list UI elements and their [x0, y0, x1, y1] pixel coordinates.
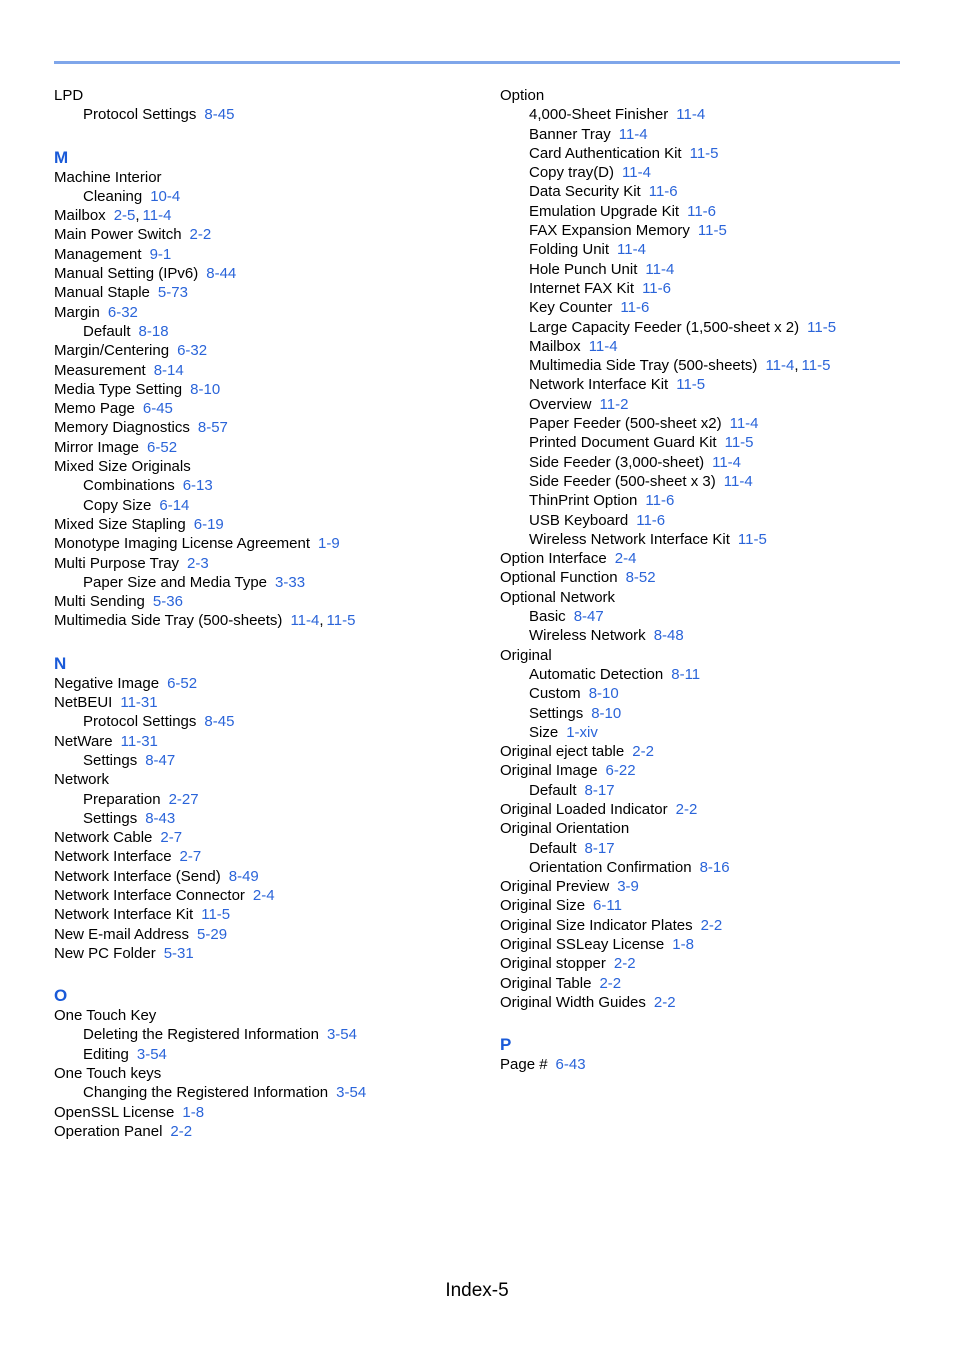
- index-entry: [54, 611, 474, 630]
- index-subentry: [500, 356, 900, 375]
- index-subentry: [54, 1083, 474, 1102]
- index-entry: [54, 206, 474, 225]
- index-entry: [54, 303, 474, 322]
- page-reference-link[interactable]: 2-4: [614, 550, 637, 568]
- page-reference-link[interactable]: 2-27: [168, 790, 199, 808]
- entry-label: Machine Interior: [54, 168, 162, 186]
- entry-label: Manual Setting (IPv6): [54, 265, 199, 283]
- page-number: Index-5: [445, 1280, 509, 1301]
- entry-label: NetWare: [54, 732, 113, 750]
- entry-label: New E-mail Address: [54, 925, 190, 943]
- section-letter-n: N: [54, 653, 67, 673]
- entry-label: Manual Staple: [54, 284, 150, 302]
- index-entry: [500, 86, 900, 105]
- page-reference-link[interactable]: 11-6: [636, 511, 666, 529]
- ref-separator: ,: [794, 357, 799, 375]
- entry-label: Network Cable: [54, 829, 153, 847]
- page-reference-link[interactable]: 2-2: [170, 1122, 193, 1140]
- entry-label: Side Feeder (3,000-sheet): [529, 453, 705, 471]
- index-entry: [54, 886, 474, 905]
- index-entry: [54, 592, 474, 611]
- entry-label: Margin/Centering: [54, 342, 170, 360]
- section-letter-m: M: [54, 147, 69, 167]
- ref-separator: ,: [135, 207, 140, 225]
- page-reference-link[interactable]: 8-57: [197, 419, 228, 437]
- page-reference-link[interactable]: 5-73: [157, 284, 188, 302]
- page-reference-link[interactable]: 8-14: [153, 361, 184, 379]
- entry-label: New PC Folder: [54, 944, 156, 962]
- entry-label: Settings: [529, 704, 584, 722]
- index-subentry: [500, 511, 900, 530]
- entry-label: Hole Punch Unit: [529, 260, 638, 278]
- index-subentry: [500, 298, 900, 317]
- entry-label: Paper Size and Media Type: [83, 573, 268, 591]
- page-reference-link[interactable]: 3-54: [136, 1045, 167, 1063]
- entry-label: Option Interface: [500, 550, 607, 568]
- index-entry: [54, 534, 474, 553]
- index-subentry: [54, 712, 474, 731]
- index-subentry: [54, 496, 474, 515]
- page-reference-link[interactable]: 11-4: [290, 612, 320, 630]
- page-reference-link[interactable]: 9-1: [149, 245, 172, 263]
- index-subentry: [500, 240, 900, 259]
- page-reference-link[interactable]: 1-8: [672, 936, 694, 954]
- page-reference-link[interactable]: 8-10: [588, 685, 619, 703]
- index-entry: [54, 944, 474, 963]
- index-entry: [54, 283, 474, 302]
- index-subentry: [500, 684, 900, 703]
- page-reference-link[interactable]: 11-4: [142, 207, 172, 225]
- page-reference-link[interactable]: 11-4: [617, 241, 646, 259]
- index-subentry: [54, 790, 474, 809]
- index-subentry: [500, 781, 900, 800]
- page-reference-link[interactable]: 3-9: [617, 878, 639, 896]
- entry-label: Copy Size: [83, 496, 152, 514]
- entry-label: Copy tray(D): [529, 164, 615, 182]
- index-entry: [500, 1055, 900, 1074]
- entry-label: Size: [529, 723, 559, 741]
- entry-label: Key Counter: [529, 299, 613, 317]
- entry-label: Original Loaded Indicator: [500, 800, 668, 818]
- entry-label: Multi Sending: [54, 593, 145, 611]
- index-subentry: [500, 105, 900, 124]
- page-reference-link[interactable]: 11-4: [588, 337, 618, 355]
- entry-label: Emulation Upgrade Kit: [529, 202, 680, 220]
- page-reference-link[interactable]: 8-47: [573, 608, 604, 626]
- page-reference-link[interactable]: 11-5: [689, 144, 719, 162]
- index-subentry: [54, 322, 474, 341]
- entry-label: Wireless Network: [529, 627, 646, 645]
- page-reference-link[interactable]: 11-2: [599, 395, 629, 413]
- page-reference-link[interactable]: 1-8: [182, 1103, 205, 1121]
- entry-label: Media Type Setting: [54, 380, 183, 398]
- entry-label: Measurement: [54, 361, 146, 379]
- page-reference-link[interactable]: 11-4: [765, 357, 795, 375]
- page-reference-link[interactable]: 8-44: [206, 265, 237, 283]
- index-entry: [500, 588, 900, 607]
- index-column-right: [500, 86, 900, 1075]
- page-reference-link[interactable]: 2-2: [700, 916, 723, 934]
- index-subentry: [500, 395, 900, 414]
- index-entry: [54, 925, 474, 944]
- entry-label: Network Interface (Send): [54, 867, 221, 885]
- page-reference-link[interactable]: 8-48: [653, 627, 684, 645]
- index-entry: [54, 554, 474, 573]
- index-subentry: [500, 607, 900, 626]
- index-entry: [54, 1103, 474, 1122]
- entry-label: Banner Tray: [529, 125, 611, 143]
- entry-label: Printed Document Guard Kit: [529, 434, 717, 452]
- page-reference-link[interactable]: 6-11: [593, 897, 622, 915]
- entry-label: Settings: [83, 751, 138, 769]
- entry-label: Network Interface: [54, 848, 172, 866]
- entry-label: Optional Network: [500, 588, 616, 606]
- entry-label: ThinPrint Option: [529, 492, 638, 510]
- index-entry: [54, 905, 474, 924]
- entry-label: Monotype Imaging License Agreement: [54, 535, 310, 553]
- entry-label: Automatic Detection: [529, 665, 664, 683]
- entry-label: Mailbox: [54, 207, 106, 225]
- entry-label: Large Capacity Feeder (1,500-sheet x 2): [529, 318, 800, 336]
- entry-label: Overview: [529, 395, 592, 413]
- entry-label: Multimedia Side Tray (500-sheets): [529, 357, 758, 375]
- page-reference-link[interactable]: 11-6: [620, 299, 650, 317]
- entry-label: Basic: [529, 608, 566, 626]
- page-reference-link[interactable]: 11-5: [737, 530, 767, 548]
- index-entry: [54, 867, 474, 886]
- page-reference-link[interactable]: 6-19: [193, 515, 224, 533]
- entry-label: Memo Page: [54, 400, 135, 418]
- index-entry: [500, 819, 900, 838]
- entry-label: Mixed Size Stapling: [54, 515, 186, 533]
- index-entry: [54, 245, 474, 264]
- entry-label: Memory Diagnostics: [54, 419, 190, 437]
- page-reference-link[interactable]: 6-45: [142, 400, 173, 418]
- entry-label: Wireless Network Interface Kit: [529, 530, 730, 548]
- page-reference-link[interactable]: 11-4: [622, 164, 651, 182]
- page-reference-link[interactable]: 11-5: [724, 434, 754, 452]
- page-reference-link[interactable]: 11-4: [729, 415, 759, 433]
- entry-label: Side Feeder (500-sheet x 3): [529, 472, 716, 490]
- entry-label: Original Size Indicator Plates: [500, 916, 693, 934]
- index-entry: [54, 1064, 474, 1083]
- page-reference-link[interactable]: 11-31: [120, 694, 158, 712]
- page-reference-link[interactable]: 11-5: [676, 376, 706, 394]
- entry-label: Editing: [83, 1045, 129, 1063]
- index-entry: [500, 993, 900, 1012]
- entry-label: FAX Expansion Memory: [529, 222, 690, 240]
- page-reference-link[interactable]: 2-2: [613, 955, 636, 973]
- entry-label: Main Power Switch: [54, 226, 182, 244]
- entry-label: USB Keyboard: [529, 511, 629, 529]
- entry-label: Default: [529, 839, 577, 857]
- index-subentry: [500, 665, 900, 684]
- page-reference-link[interactable]: 8-47: [145, 751, 176, 769]
- page-reference-link[interactable]: 11-5: [326, 612, 356, 630]
- entry-label: Custom: [529, 685, 581, 703]
- index-subentry: [500, 144, 900, 163]
- index-subentry: [500, 125, 900, 144]
- index-entry: [500, 646, 900, 665]
- entry-label: Multi Purpose Tray: [54, 554, 180, 572]
- section-letter-o: O: [54, 986, 68, 1006]
- page-reference-link[interactable]: 2-7: [160, 829, 183, 847]
- entry-label: Cleaning: [83, 187, 143, 205]
- index-entry: [54, 515, 474, 534]
- index-entry: [54, 341, 474, 360]
- index-subentry: [54, 476, 474, 495]
- index-entry: [500, 549, 900, 568]
- index-subentry: [500, 375, 900, 394]
- entry-label: Protocol Settings: [83, 713, 197, 731]
- page-reference-link[interactable]: 8-52: [625, 569, 656, 587]
- entry-label: Deleting the Registered Information: [83, 1026, 319, 1044]
- index-entry: [54, 361, 474, 380]
- entry-label: Card Authentication Kit: [529, 144, 682, 162]
- index-subentry: [500, 202, 900, 221]
- entry-label: Original Orientation: [500, 820, 630, 838]
- index-subentry: [500, 260, 900, 279]
- page-reference-link[interactable]: 11-6: [642, 279, 671, 297]
- index-subentry: [54, 105, 474, 124]
- page-reference-link[interactable]: 8-49: [228, 867, 259, 885]
- index-entry: [54, 674, 474, 693]
- entry-label: Orientation Confirmation: [529, 858, 692, 876]
- page-reference-link[interactable]: 8-45: [204, 713, 235, 731]
- page-reference-link[interactable]: 5-29: [197, 925, 228, 943]
- index-subentry: [500, 221, 900, 240]
- index-entry: [500, 568, 900, 587]
- page-reference-link[interactable]: 11-5: [201, 906, 231, 924]
- index-entry: [54, 732, 474, 751]
- entry-label: Default: [83, 322, 131, 340]
- index-entry: [500, 761, 900, 780]
- entry-label: Original: [500, 646, 552, 664]
- page-reference-link[interactable]: 8-10: [190, 380, 221, 398]
- index-subentry: [500, 182, 900, 201]
- entry-label: Management: [54, 245, 142, 263]
- header-rule: [54, 61, 900, 64]
- entry-label: Negative Image: [54, 674, 160, 692]
- entry-label: Original SSLeay License: [500, 936, 665, 954]
- entry-label: Original Preview: [500, 878, 610, 896]
- index-entry: [54, 457, 474, 476]
- index-subentry: [54, 1045, 474, 1064]
- page-reference-link[interactable]: 2-4: [252, 886, 275, 904]
- index-entry: [500, 800, 900, 819]
- page-reference-link[interactable]: 11-5: [697, 222, 727, 240]
- index-subentry: [54, 1025, 474, 1044]
- index-entry: [54, 168, 474, 187]
- page-reference-link[interactable]: 11-5: [801, 357, 831, 375]
- page-reference-link[interactable]: 6-13: [182, 477, 213, 495]
- page-reference-link[interactable]: 2-2: [653, 993, 676, 1011]
- index-subentry: [500, 839, 900, 858]
- page-reference-link[interactable]: 11-4: [618, 125, 648, 143]
- page-reference-link[interactable]: 6-52: [167, 674, 198, 692]
- index-subentry: [500, 858, 900, 877]
- index-entry: [500, 954, 900, 973]
- entry-label: Preparation: [83, 790, 161, 808]
- entry-label: Network: [54, 771, 110, 789]
- page-reference-link[interactable]: 8-16: [699, 858, 730, 876]
- index-entry: [54, 86, 474, 105]
- index-subentry: [500, 279, 900, 298]
- page-reference-link[interactable]: 11-4: [676, 106, 706, 124]
- page-reference-link[interactable]: 10-4: [150, 187, 181, 205]
- entry-label: Option: [500, 87, 545, 104]
- page-reference-link[interactable]: 5-31: [163, 944, 194, 962]
- page-reference-link[interactable]: 11-6: [645, 492, 675, 510]
- page-reference-link[interactable]: 8-45: [204, 106, 235, 124]
- entry-label: LPD: [54, 87, 84, 104]
- index-subentry: [500, 491, 900, 510]
- entry-label: Original stopper: [500, 955, 606, 973]
- page-reference-link[interactable]: 3-33: [275, 573, 306, 591]
- page-reference-link[interactable]: 11-31: [120, 732, 158, 750]
- page-reference-link[interactable]: 6-14: [159, 496, 190, 514]
- index-entry: [54, 264, 474, 283]
- entry-label: Network Interface Kit: [529, 376, 669, 394]
- index-entry: [500, 935, 900, 954]
- index-entry: [54, 225, 474, 244]
- index-subentry: [500, 337, 900, 356]
- page-reference-link[interactable]: 6-22: [605, 762, 636, 780]
- page-reference-link[interactable]: 8-17: [584, 839, 615, 857]
- page-reference-link[interactable]: 8-11: [671, 665, 701, 683]
- entry-label: Original Table: [500, 974, 592, 992]
- index-entry: [54, 828, 474, 847]
- entry-label: Multimedia Side Tray (500-sheets): [54, 612, 283, 630]
- entry-label: One Touch Key: [54, 1007, 157, 1025]
- page-reference-link[interactable]: 11-4: [723, 472, 753, 490]
- entry-label: Page #: [500, 1056, 548, 1074]
- index-entry: [54, 418, 474, 437]
- page-reference-link[interactable]: 2-2: [675, 800, 698, 818]
- page-reference-link[interactable]: 2-2: [632, 743, 654, 761]
- index-subentry: [54, 809, 474, 828]
- entry-label: Settings: [83, 809, 138, 827]
- index-subentry: [54, 573, 474, 592]
- page-reference-link[interactable]: 2-2: [189, 226, 212, 244]
- entry-label: Margin: [54, 303, 100, 321]
- index-subentry: [500, 433, 900, 452]
- page-reference-link[interactable]: 2-5: [113, 207, 136, 225]
- page-reference-link[interactable]: 8-17: [584, 781, 615, 799]
- index-subentry: [500, 723, 900, 742]
- entry-label: Mirror Image: [54, 438, 140, 456]
- section-letter-p: P: [500, 1035, 512, 1055]
- entry-label: One Touch keys: [54, 1065, 162, 1083]
- entry-label: Network Interface Kit: [54, 906, 194, 924]
- entry-label: Internet FAX Kit: [529, 279, 635, 297]
- entry-label: Optional Function: [500, 569, 618, 587]
- page-reference-link[interactable]: 11-4: [645, 260, 675, 278]
- entry-label: Network Interface Connector: [54, 886, 245, 904]
- entry-label: Original Image: [500, 762, 598, 780]
- index-subentry: [500, 163, 900, 182]
- index-entry: [500, 896, 900, 915]
- entry-label: Mixed Size Originals: [54, 458, 191, 476]
- index-subentry: [500, 530, 900, 549]
- index-subentry: [500, 453, 900, 472]
- entry-label: OpenSSL License: [54, 1103, 175, 1121]
- index-subentry: [54, 751, 474, 770]
- page-reference-link[interactable]: 8-18: [138, 322, 169, 340]
- index-entry: [54, 1122, 474, 1141]
- page-reference-link[interactable]: 2-2: [599, 974, 622, 992]
- page-reference-link[interactable]: 5-36: [152, 593, 183, 611]
- page-reference-link[interactable]: 1-9: [318, 535, 340, 553]
- page-reference-link[interactable]: 6-52: [147, 438, 178, 456]
- page-reference-link[interactable]: 2-7: [179, 848, 202, 866]
- entry-label: Changing the Registered Information: [83, 1084, 329, 1102]
- entry-label: Protocol Settings: [83, 106, 197, 124]
- index-entry: [500, 916, 900, 935]
- entry-label: Original Size: [500, 897, 586, 915]
- entry-label: Default: [529, 781, 577, 799]
- page-reference-link[interactable]: 11-4: [712, 453, 742, 471]
- index-entry: [500, 877, 900, 896]
- index-entry: [54, 399, 474, 418]
- page-reference-link[interactable]: 6-43: [555, 1056, 586, 1074]
- index-entry: [54, 693, 474, 712]
- entry-label: Data Security Kit: [529, 183, 641, 201]
- entry-label: Operation Panel: [54, 1122, 163, 1140]
- index-entry: [54, 1006, 474, 1025]
- index-subentry: [500, 704, 900, 723]
- page-reference-link[interactable]: 11-6: [687, 202, 717, 220]
- page-reference-link[interactable]: 8-10: [591, 704, 622, 722]
- index-subentry: [500, 318, 900, 337]
- entry-label: 4,000-Sheet Finisher: [529, 106, 669, 124]
- index-entry: [54, 380, 474, 399]
- page-reference-link[interactable]: 3-54: [336, 1084, 367, 1102]
- entry-label: NetBEUI: [54, 694, 113, 712]
- page-reference-link[interactable]: 11-5: [807, 318, 837, 336]
- page-reference-link[interactable]: 6-32: [177, 342, 208, 360]
- entry-label: Mailbox: [529, 337, 581, 355]
- index-subentry: [500, 472, 900, 491]
- page-reference-link[interactable]: 6-32: [107, 303, 138, 321]
- page-reference-link[interactable]: 3-54: [326, 1026, 357, 1044]
- page-reference-link[interactable]: 11-6: [648, 183, 678, 201]
- index-subentry: [54, 187, 474, 206]
- index-subentry: [500, 626, 900, 645]
- index-column-left: [54, 86, 474, 1141]
- page-reference-link[interactable]: 8-43: [145, 809, 176, 827]
- entry-label: Original eject table: [500, 743, 625, 761]
- index-entry: [500, 742, 900, 761]
- index-entry: [54, 770, 474, 789]
- page-reference-link[interactable]: 1-xiv: [566, 723, 598, 741]
- page-reference-link[interactable]: 2-3: [187, 554, 209, 572]
- entry-label: Paper Feeder (500-sheet x2): [529, 415, 722, 433]
- entry-label: Combinations: [83, 477, 175, 495]
- index-entry: [54, 438, 474, 457]
- index-entry: [54, 847, 474, 866]
- ref-separator: ,: [319, 612, 324, 630]
- index-entry: [500, 974, 900, 993]
- index-subentry: [500, 414, 900, 433]
- entry-label: Original Width Guides: [500, 993, 646, 1011]
- entry-label: Folding Unit: [529, 241, 610, 259]
